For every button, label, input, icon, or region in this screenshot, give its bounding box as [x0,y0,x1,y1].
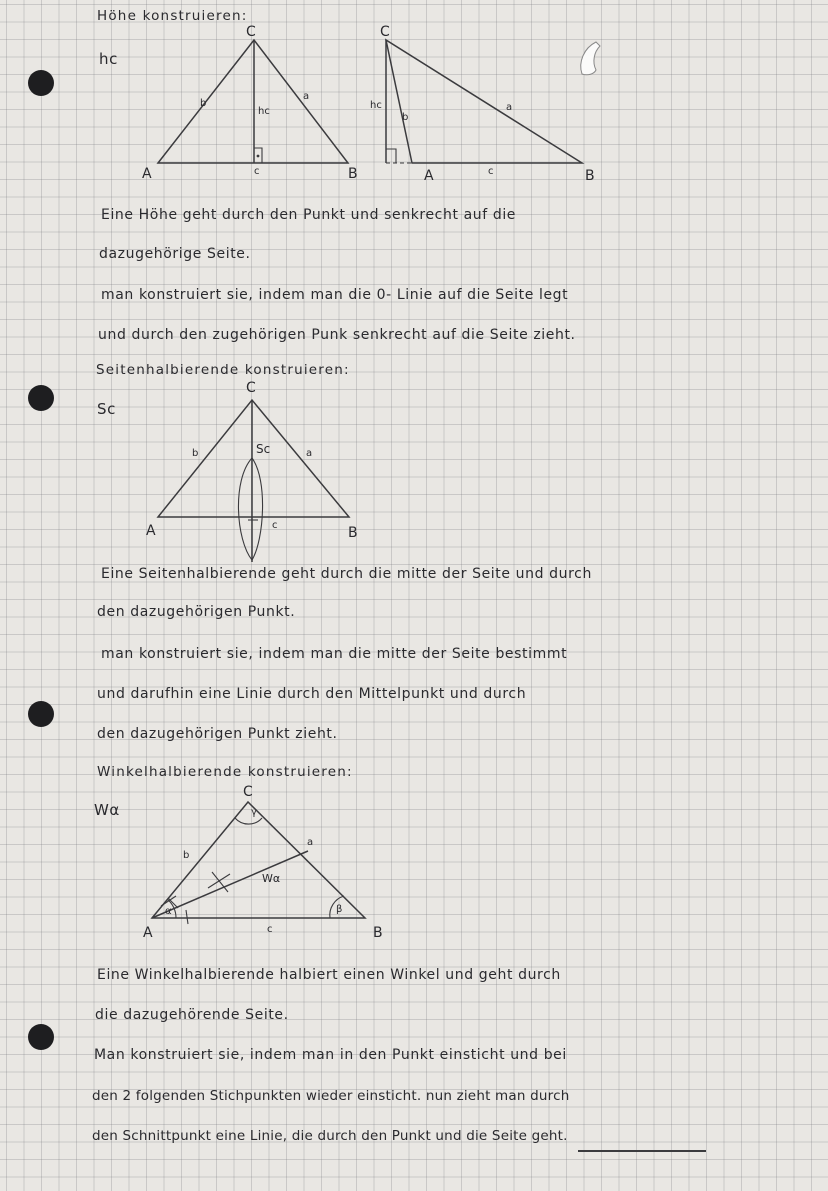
label-side-c-2: c [488,166,494,177]
label-side-b-2: b [402,112,409,123]
text-line: den 2 folgenden Stichpunkten wieder einsticht. nun zieht man durch [92,1088,570,1104]
label-walpha: Wα [262,872,281,885]
label-side-b-1: b [200,98,207,109]
label-b-vertex-2: B [585,168,595,184]
label-side-c-4: c [267,924,273,935]
text-line: und durch den zugehörigen Punk senkrecht auf die Seite zieht. [98,327,576,343]
label-c-vertex-3: C [246,380,256,396]
text-line: man konstruiert sie, indem man die mitte der Seite bestimmt [101,646,568,662]
label-b-vertex-1: B [348,166,358,182]
triangle-seitenhalbierende [158,400,349,562]
text-line: Eine Winkelhalbierende halbiert einen Winkel und geht durch [97,967,561,983]
triangle-hoehe-1 [158,40,348,163]
label-b-vertex-4: B [373,925,383,941]
label-side-b-3: b [192,448,199,459]
pen-underline [578,1150,706,1152]
text-line: den dazugehörigen Punkt zieht. [97,726,338,742]
text-line: die dazugehörende Seite. [95,1007,289,1023]
label-side-a-3: a [306,448,313,459]
symbol-walpha: Wα [94,801,120,819]
label-side-a-4: a [307,837,314,848]
label-side-a-2: a [506,102,513,113]
label-sc: Sc [256,442,271,456]
label-b-vertex-3: B [348,525,358,541]
label-a-vertex-1: A [142,166,152,182]
heading-winkelhalbierende: Winkelhalbierende konstruieren: [97,764,353,780]
triangle-winkelhalbierende [152,802,365,924]
heading-seitenhalbierende: Seitenhalbierende konstruieren: [96,362,350,378]
label-angle-beta: β [336,904,343,915]
label-hc-1: hc [258,106,270,117]
label-c-vertex-2: C [380,24,390,40]
text-line: dazugehörige Seite. [99,246,251,262]
text-line: Eine Höhe geht durch den Punkt und senkrecht auf die [101,207,517,223]
label-a-vertex-2: A [424,168,434,184]
label-side-b-4: b [183,850,190,861]
text-line: man konstruiert sie, indem man die 0- Linie auf die Seite legt [101,287,569,303]
symbol-hc: hc [99,50,118,68]
label-angle-gamma: γ [251,807,257,818]
label-angle-alpha: α [165,906,172,917]
label-c-vertex-1: C [246,24,256,40]
triangle-hoehe-2 [386,40,582,163]
text-line: den dazugehörigen Punkt. [97,604,296,620]
text-line: den Schnittpunkt eine Linie, die durch den Punkt und die Seite geht. [92,1128,568,1144]
label-side-c-1: c [254,166,260,177]
symbol-sc: Sc [97,400,116,418]
label-c-vertex-4: C [243,784,253,800]
label-side-c-3: c [272,520,278,531]
text-line: und darufhin eine Linie durch den Mittelpunkt und durch [97,686,527,702]
text-line: Man konstruiert sie, indem man in den Punkt einsticht und bei [94,1047,567,1063]
label-hc-2: hc [370,100,382,111]
label-a-vertex-3: A [146,523,156,539]
heading-hoehe: Höhe konstruieren: [97,8,248,24]
text-line: Eine Seitenhalbierende geht durch die mitte der Seite und durch [101,566,592,582]
label-side-a-1: a [303,91,310,102]
label-a-vertex-4: A [143,925,153,941]
